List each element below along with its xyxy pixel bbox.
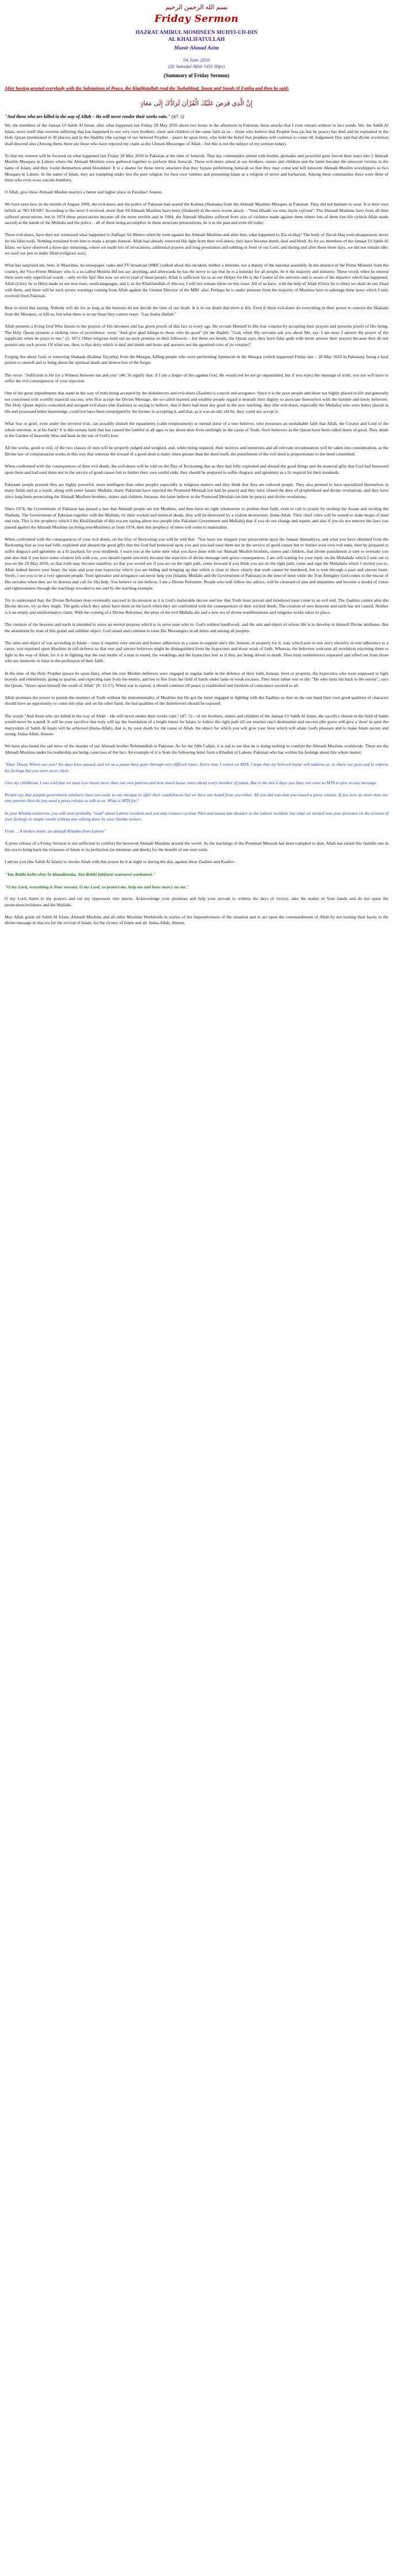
- paragraph: Allah promises the power to punish the enemies of Truth without the instrumentality of Muslims but He got the latter engaged in fighting with the Zaalims so that on the one hand their own good qualities of character should have an opportunity to come into play and on the other hand, the bad qualities of the disbelievers should be exposed.: [5, 694, 388, 706]
- intro-text: After having greeted everybody with the Salutations of Peace, the Khalifatullah read the Tashahhud, Tauuz and Surah Al Fatiha and then he said:: [5, 86, 289, 91]
- paragraph: The verse: "Sufficient is He for a Witness between me and you" (46: 9) signify that: if I am a forger of lies against God, He would not let me go unpunished, but if you reject the message of truth, you too will have to suffer the evil consequences of your rejection.: [5, 372, 388, 384]
- letter-paragraph: Give my childhood, I was told that we must love huzur more than our own parents and how much huzur cares about every member of jamat. But in the last 6 days you have not come to MTA to give us any message.: [5, 780, 377, 785]
- page-title: Friday Sermon: [154, 13, 239, 25]
- paragraph: Bear in mind this saying. Nobody will die for as long as the heavens do not decide the time of our death. It is in our death that there is life. Even if these evil-doers do everything in their power to remove the Shahada from the Mosques, or kill us, but what there is in our heart they cannot erase: "Laa ilaaha illallah.": [5, 305, 388, 317]
- letter-paragraph: People say that punjab government ministers have not come to our mosque to offer their condolences but we have not heard from you either. All you did was that you issued a press release. If you love us more than our own parents then do you need a press release to talk to us. What is MTA for?: [5, 792, 388, 804]
- paragraph: I advise you (the Sahih Al Islam) to invoke Allah with this prayer be it at night or during the day, against these Zaalims and Kaafirs :: [5, 859, 236, 865]
- summary-label: (Summary of Friday Sermon): [163, 73, 230, 78]
- paragraph: What fear or grief, even under the severest trial, can possibly disturb the equanimity (calm temperament) or mental poise of a true believer, who possesses an unshakable faith that Allah, the Creator and Lord of the whole universe, is at his back? It is this certain faith that has caused the faithful in all ages to lay down their lives smilingly in the cause of Truth. Such believers as the Quran have been called doers of good. They abide in the Garden of heavenly bliss and bask in the sun of God's love.: [5, 421, 388, 439]
- paragraph: The aims and object of war according to Islam – since it requires very sincere and honest adherence in a cause to support one's life, honour, or property for it, was, which puts to test one's sincerity or true adherence to a cause, was enjoined upon Muslims in self-defence so that true and sincere believers might be distinguished from the hypocrites and those weak of faith. Whereas, the believers welcome all revelation enjoining them to fight in the way of Allah, for it is in fighting that the real mettle of a man is tested, the weaklings and the hypocrites feel as if they are being driven to death. Thus truly nonbelievers separated and sifted out from those who are insincere or false in the profession of their faith.: [5, 640, 388, 664]
- speaker-name: Munir Ahmad Azim: [174, 45, 219, 51]
- paragraph: A press release of a Friday Sermon is not sufficient to comfort the bereaved Ahmadi Muslims around the world. As the teachings of the Promised Messiah has been trampled to dust, Allah has raised this humble one in this era to bring back the treasures of Islam in its perfection (in intention and deeds) for the benefit of our own souls.: [5, 841, 388, 852]
- paragraph: The words "And those who are killed in the way of Allah – He will never render their works vain." (47: 5) – of my brothers, sisters and children of the Jamaat Ul Sahih Al Islam, the sacrifice shown in the field of battle would never be wasted. It will be your sacrifice that truly will lay the foundation of a bright future for Islam, to follow the right path till our reaches one's destination and success (the grave will give a 'door' in spite the martyrdom of Sahih Al Islam will be achieved (Insha-Allah), that is, by your death for the cause of Allah, the object for which you will give your lives which will attain God's pleasure and to make Islam secure and strong. Insha-Allah, Ameen.: [5, 713, 388, 737]
- sermon-date: 04 June 2010: [183, 57, 210, 63]
- paragraph: O Allah, give these Ahmadi Muslim martyrs a better and higher place in Paradise! Ameen.: [5, 189, 163, 195]
- paragraph: Pakistani people pretend they are highly powerful, more intelligent than other peoples especially in religious matters and they think that they are cultured people. They also pretend to have specialised themselves in many fields and as a result, along with some fanatic Mullahs, many Pakistani have rejected the Promised Messiah (on him be peace) and they have closed the door of prophethood and divine revelations, and they have since long been persecuting the Ahmadi Muslims brothers, sisters and children, because, the latter believe in the Promised Messiah (on him be peace) and divine revelations.: [5, 481, 388, 499]
- paragraph: In the time of the Holy Prophet (peace be upon him), when the true Muslim believers were engaged in regular battle in the defence of their faith, honour, lives or property, the hypocrites who were supposed to fight bravely and relentlessly, going to quarter, and expecting ease from the enemy, and not to flee from the field of battle under lame or weak excuses. They must rather win or die: "He who turns his back to the enemy", says the Quran, "draws upon himself the wrath of Allah" (8: 13-17). When war is started, it should continue till peace is established and freedom of conscience secured to all.: [5, 670, 388, 688]
- prayer-translation: "O my Lord, everything is Your servant. O my Lord, so protect me, help me and have mercy on me.": [5, 884, 189, 890]
- paragraph: One of the great impediments that stand in the way of truth being accepted by the disbelievers and evil-doers (Zaalim) is conceit and arrogance. Since it is the poor people and those not highly placed in life and generally not concerned with worldly material success, who first accept the Divine Message, the so-called learned and wealthy people regard it beneath their dignity to associate themselves with the humble and lowly believers. The Holy Quran depicts conceited and arrogant evil-doers (the Zaalims) as saying to believe, that if there had been any good in the new teaching, they (the evil-doers, especially the Mullahs) who were better placed in life and possessed better knowledge, could not have been outstripped by the former in accepting it, and that, as it was an old, old lie, they could not accept it.: [5, 390, 388, 414]
- speaker-title-line-2: AL KHALIFATULLAH: [168, 37, 225, 43]
- paragraph: These evil-doers, have they not witnessed what happened to Zulfiqar Ali Bhutto when he went against the Ahmadi Muslims and after him, what happened to Zia-ul-Haq? The body of Zia-ul-Haq even disappeared, never for his false tools. Nothing remained from him to make a proper funeral. Allah had already removed His light from their evil-doers; they have become dumb, deaf and blind. As for us, members of the Jamaat Ul Sahih Al Islam, we have observed a three-day mourning, where we made lots of invocations, additional prayers and long prostration and sobbing in front of our Lord, and during and after these three days, we did not remain idle; we used our pen to make Jihad (religious war).: [5, 232, 388, 256]
- arabic-verse: إِنَّ الَّذِي فَرَضَ عَلَيْكَ الْقُرْآنَ لَرَادُّكَ إِلَى مَعَادٍ: [140, 100, 253, 107]
- paragraph: We have seen how in the month of August 2009, the evil-doers and the police of Pakistan had snared the Kalima (Shahada) from the Ahmadi Muslims Mosques in Pakistan. They did not hesitate to wear 'It is their own beliefs as 'NO FEAR!' According to the news I received, more than 94 Ahmadi Muslims have been (Shaheed) in the most recent attack – "Inna lillaahi wa inna ilayhi raji'oon". The Ahmadi Muslims have from all time suffered persecutions, but in 1974 these persecutions became all the more terrible and in 1984, the Ahmadi Muslims suffered from acts of violence made against them where lots of them lost life (which Allah made sacred) at the hands of the Mullahs and the police – all of them being accomplice in these atrocious persecutions, be it in the past and even till today.: [5, 202, 388, 226]
- hijri-date: (20 Jumadul Akhir 1431 Hijri): [168, 64, 225, 69]
- paragraph: To that my sermon will be focused on what happened last Friday 28 May 2010 in Pakistan at the time of Juma'ah. That day commandos armed with bombs, grenades and powerful guns forced their ways into 2 Ahmadi Muslim Mosques in Lahore where the Ahmadi Muslims were gathered together to perform their Juma'ah. These evil-doers aimed at our brothers, sisters and children and the latter became the innocent victims in the name of Islam, and they found themselves amid bloodshed. It is a shame for those terror attackers that they bypass performing Juma'ah so that they may come and kill innocent Ahmadi Muslim worshippers in two Mosques in Lahore. In the name of Islam, they are trampling under feet the pure religion for their own vanities and presenting Islam as a religion of terror and barbarism. Among these commandos there were three of them who even wore suicide-bombers.: [5, 153, 388, 183]
- speaker-title-line-1: HAZRAT AMIRUL MOMINEEN MUHYI-UD-DIN: [135, 30, 258, 36]
- paragraph: The creation of the heavens and earth is intended to serve an eternal purpose which is to serve man who in, God's noblest handiwork, and the aim and object of whose life is to develop in himself Divine attributes. But the attainment by man of this grand and sublime object, God raised and continue to raise His Messengers in all times and among all peoples.: [5, 622, 388, 633]
- paragraph: Allah presents a living God Who listens to the prayers of His devotees and has given proofs of this fact in every age. He reveals Himself to His true votaries by accepting their prayers and presents proofs of His being. The Holy Quran presents a striking view of providence: verse "And give glad tidings to those who do good" (in the Hadith: "God, when My servants ask you about Me, say: I am near; I answer the prayer of the supplicant when he prays to me." (2: 187). Other religions hold out no such promise in their followers – but these are beasts; the Quran says, they have false gods with never answer their prayers because they do not possess any such power. Of what use, then, is that deity which is deaf and dumb and hears and answers not the agonised cries of its votaries?: [5, 323, 388, 347]
- paragraph: Try to understand that, the Divine Reformer does eventually succeed in his mission as it is God's inalterable decree and law that Truth must prevail and falsehood must come to an evil end. The Zaalims cannot alter the Divine decree, try as they might. The gods which they adore have them in the lurch when they are confronted with the consequences of their wicked deeds. The creation of new heavens and earth has not ceased. Neither is it an empty and uninformative claim. With the coming of a Divine Reformer, the plots of the evil Mullahs die and a new era of divine manifestations and religious works takes its place.: [5, 597, 388, 615]
- paragraph: We have also heard the sad news of the murder of our Ahmadi brother Rehmatullah in Pakistan. As for the fifth Caliph, it is sad to see that he is doing nothing to comfort the Ahmadi Muslims worldwide. There are the Ahmadi Muslims under his leadership are being conscious of the fact. An example of it is from the following letter from a Khadim of Lahore, Pakistan who has written his feelings about this whole matter:: [5, 743, 388, 755]
- verse-translation-text: "And those who are killed in the way of Allah – He will never render their works vain.": [5, 114, 171, 119]
- verse-translation: [5, 114, 388, 119]
- paragraph: When confronted with the consequences of your evil deeds, on the Day of Reckoning you will be told that: "You have not stopped your persecution upon the Jamaat Ahmadiyya, and what you have obtained from the Reckoning that as you had fully exploited and abused the good gifts that the God had bestowed upon you and you had used them not in the service of good causes but to further your own evil ends, then be prepared to suffer disgrace and ignominy as a fit payback for your misdeeds. I warn you at the same time what you have done with our Ahmadi Muslim brothers, sisters and children, that divine punishment is sure to overtake you and also that if you have some wisdom left with you, you should repent sincerely because the rejection of divine message sent grave consequences. I am still waiting for your reply on the Mubahala which I sent out to you on the 29 May 2010, so that truth may become manifest, so that you would see if you are on the right path, come forward if you think you are on the right path, come and sign the Mubahala which I invited you to. Allah indeed knows your heart, the state and your true hypocrisy which you are hiding and bringing up that which is clear to show clearly that truth cannot be murdered, but is won through a pure and sincere heart. Verily, I see you to be a very ignorant people. Your ignorance and arrogance can never help you (Islamic Mullahs and the Government of Pakistan) in the time of need while the True Almighty God comes to the rescue of His servants when they are in distress and call for His help. You believe or not believe, I am a Divine Reformer. People who will follow my advice, will be cleansed of sins and impurities and become a model of virtue and righteousness through the teachings revealed to me and by the teaching example.: [5, 536, 388, 591]
- sermon-page: [2, 0, 391, 933]
- paragraph: All the works, good or evil, of the two classes of men will be properly judged and weighed, and, while being required, their motives and intentions and all relevant circumstances will be taken into consideration, as the Divine law of compensation works in this way that whereas the reward of a good deed is many times greater than the deed itself, the punishment of the evil deed is proportionate to the deed committed.: [5, 445, 388, 457]
- paragraph: O my Lord, listen to my prayers and cut my oppressors into pieces. Acknowledge your promises and help your servant to witness the days of victory, take the matter in Your hands and do not spare the persecutors/evildoers and the Mullahs.: [5, 896, 388, 907]
- verse-reference: (47: 5): [171, 114, 185, 119]
- paragraph: May Allah guide all Sahih Al Islam, Ahmadi Muslims and all other Muslims Worldwide to realise of the imperativeness of the situation and to act upon the commandments of Allah by not turning their backs to the divine message in this era for the revival of Islam, for the victory of Islam and all. Insha-Allah, Ameen.: [5, 914, 388, 926]
- paragraph: We, the members of the Jamaat Ul Sahih Al Islam, after what happened last Friday 28 May 2010 about two hours in the afternoon in Pakistan, these attacks that I even remain without in fact words. We, the Sahih Al Islam, more itself that extreme suffering that has happened to our very own brothers, sister and children of the same faith as us – those who believe that Prophet Issa (as has he peace) has died and be explained in the Holy Quran (mentioned in 30 places) and in the Hadiths (the sayings of our beloved Prophet – peace be upon him), who hold the belief that prophets will continue to come till Judgement Day and that divine revelation shall descend also (Among them, there are those who have rejected my claim as the Chosen Messenger of Allah – but this is not the subject of my sermon today).: [5, 123, 388, 146]
- bismillah-header: بسم الله الرحمن الرحيم: [165, 4, 228, 11]
- paragraph: When confronted with the consequences of their evil deeds, the evil-doers will be told on the Day of Reckoning that as they had fully exploited and abused the good things and the material gifts that God had bestowed upon them and had used them not in the service of good causes but to further their own sordid ends, they should be prepared to suffer disgrace and ignominy as a fit requital for their misdeeds.: [5, 463, 388, 475]
- paragraph: Since 1974, the Government of Pakistan has passed a law that Ahmadi people are not Muslims, and thus have no right whatsoever to profess their faith, even to call to prayer by reciting the Azaan and reciting the Shahada. The Government of Pakistan together with the Mullahs, by their wicked and inimical deeds, they will be destroyed by a violent destruction, Insha-Allah. Their chief cities will be turned to stake heaps of mud and ruin. This is the prophecy which I the Khalifatullah of this era am saying about two people (the Pakistani Government and Mullahs) that if you do not change and repent, and also if you do not remove the laws you passed against the Ahmadi Muslims (as being non-Muslims) as from 1974, then this prophecy of mine will come to materialise.: [5, 506, 388, 530]
- prayer-transliteration: "Yaa Rabbi kullu shay'in khaadimuka. Yaa Rabbi fahfazni wansurni warhamni.": [5, 872, 156, 877]
- paragraph: Forging lies about God, or removing Shahada (Kalima Tayyeba) from the Mosque, killing people who were performing Jumma'ah in the Mosque (which happened Friday last – 28 May 2010 in Pakistan), being a fatal poison to oneself and to bring about the spiritual death and destruction of the forger.: [5, 354, 388, 366]
- letter-paragraph: "Dear Huzur, Where are you? Six days have passed, and we as a jamat have gone through very difficult times. Every time I switch on MTA, I hope that my beloved huzur will address us, to share our pain and to express his feelings but you were never there.: [5, 762, 388, 773]
- letter-signoff: From ... A broken heart, an ahmadi Khadim from Lahore": [5, 829, 106, 834]
- letter-paragraph: In your Khutba tomorrow, you will most probably "read" about Lahore incident and you may connect cyclone Phet and tsunia late disaster to the Lahore incident. but what we needed was your presence on the screens of your feelings in simple words without any editing done by your khutba writers.: [5, 810, 388, 822]
- paragraph: What has surprised me, here, in Mauritius, no newspaper, radio and TV broadcast (MBC) talked about this incident, neither a minister, nor a deputy of the national assembly. In the absence of the Prime Minister from the country, the Vice-Prime Minister who is a so-called Muslim did not say anything, and afterwards he has the nerve to say that he is a minister for all people, be it the majority and minority. These words when he uttered them were only superficial words – only on the lips! But now we are to read of these people, Allah is sufficient for us as our Helper for He is the Creator of the universe and is aware of the injustice which has happened. Allah (Glory be to Him) made us see true tears, tooth-languages, and I, as the Khalifatullah of this era, I will not remain silent on this issue. All of us have, with the help of Allah (Glory be to Him) we shall do our Jihad with them, and there will be such severe warnings coming from Allah against the Ummat Director of the MBC also. Perhaps he is under pressure from the majority of Muslims here to sabotage these news which I only received from Pakistan.: [5, 263, 388, 299]
